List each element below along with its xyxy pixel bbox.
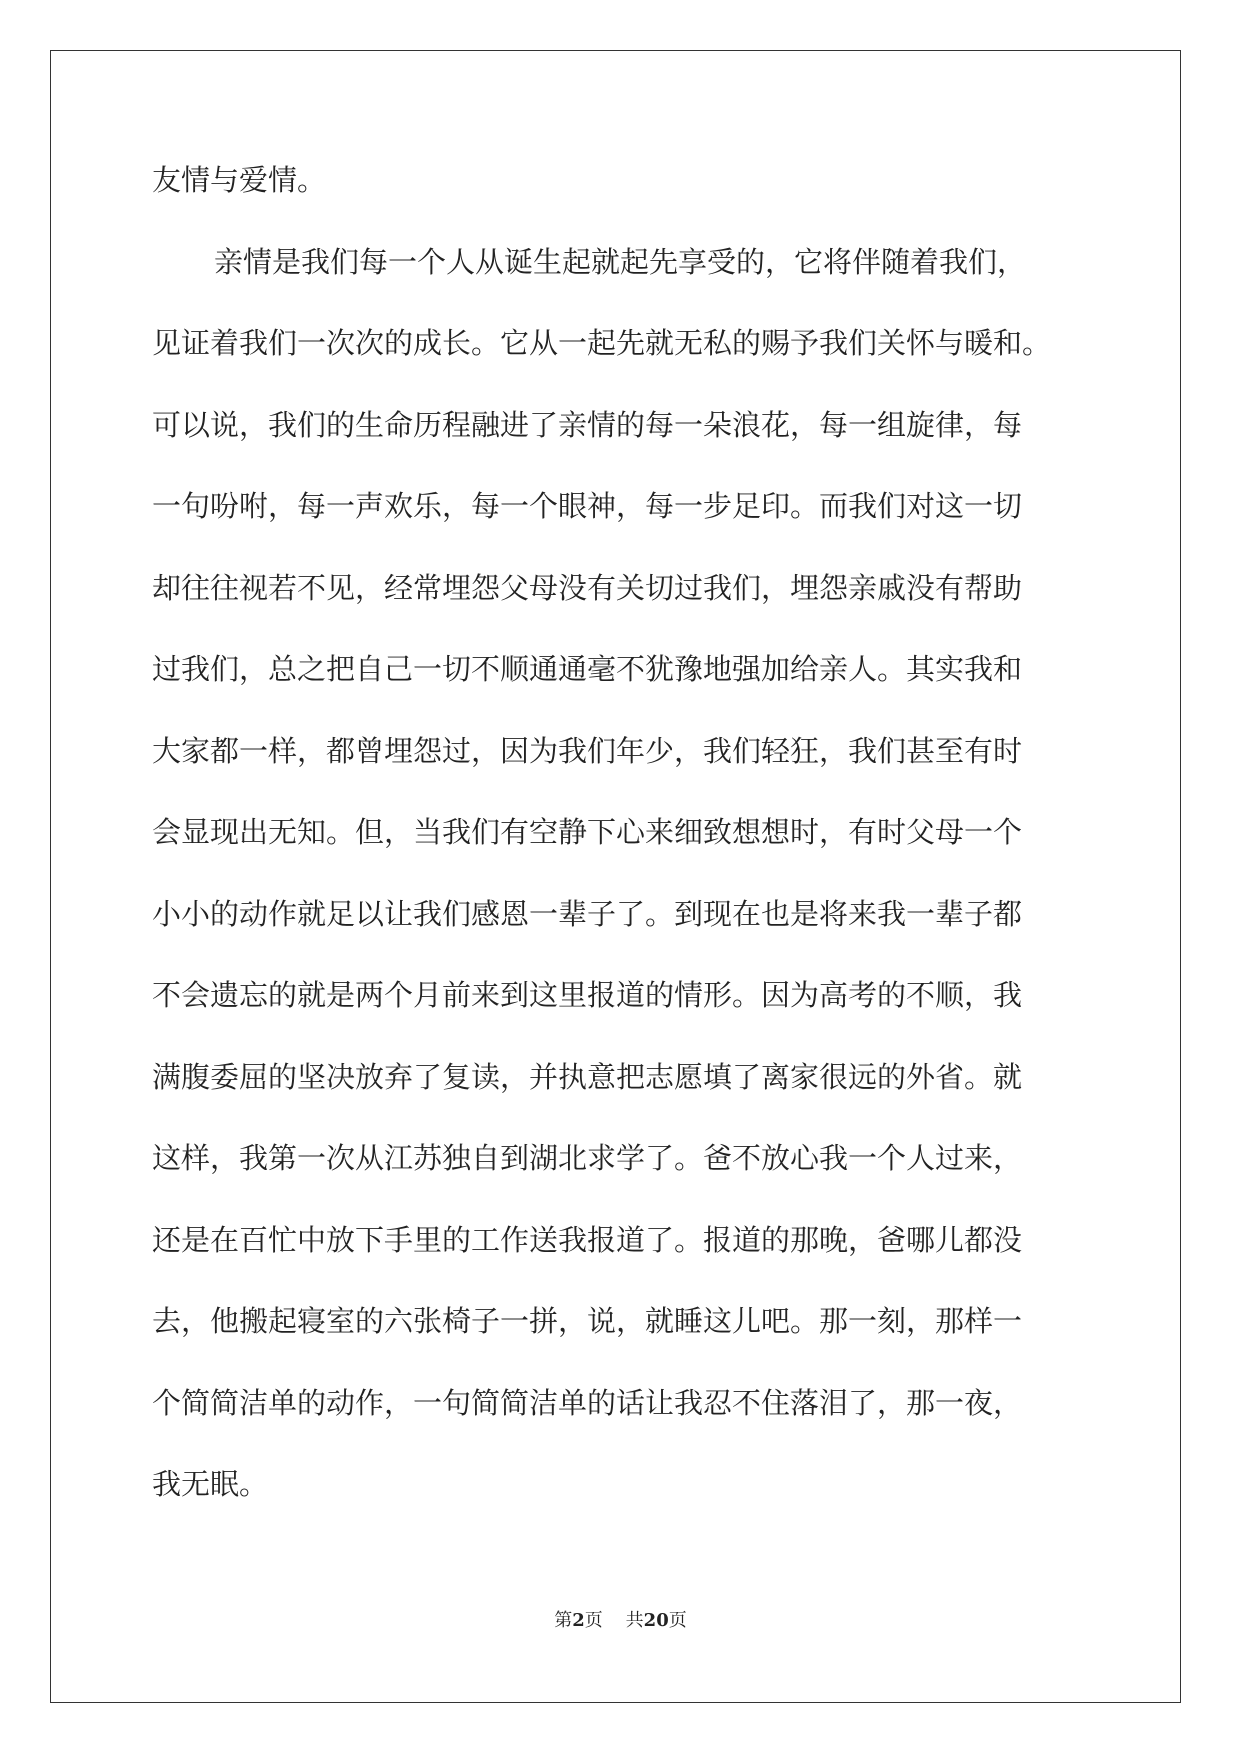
footer-total-prefix: 共 [625, 1610, 644, 1631]
text-line: 不会遗忘的就是两个月前来到这里报道的情形。因为高考的不顺，我 [152, 978, 1023, 1012]
text-line: 见证着我们一次次的成长。它从一起先就无私的赐予我们关怀与暖和。 [152, 326, 1052, 360]
text-line: 会显现出无知。但，当我们有空静下心来细致想想时，有时父母一个 [152, 815, 1023, 849]
footer-prefix: 第 [554, 1610, 573, 1631]
text-line: 我无眠。 [152, 1467, 269, 1501]
total-pages-number: 20 [643, 1610, 669, 1631]
text-line: 一句吩咐，每一声欢乐，每一个眼神，每一步足印。而我们对这一切 [152, 489, 1023, 523]
text-line: 还是在百忙中放下手里的工作送我报道了。报道的那晚，爸哪儿都没 [152, 1222, 1023, 1257]
text-line: 小小的动作就足以让我们感恩一辈子了。到现在也是将来我一辈子都 [152, 896, 1023, 931]
text-line: 过我们，总之把自己一切不顺通通毫不犹豫地强加给亲人。其实我和 [152, 652, 1023, 686]
text-line: 去，他搬起寝室的六张椅子一拼，说，就睡这儿吧。那一刻，那样一 [152, 1304, 1023, 1338]
text-line: 大家都一样，都曾埋怨过，因为我们年少，我们轻狂，我们甚至有时 [152, 733, 1023, 768]
footer-page-word: 页 [584, 1610, 603, 1631]
text-line: 满腹委屈的坚决放弃了复读，并执意把志愿填了离家很远的外省。就 [152, 1059, 1023, 1094]
document-body [152, 160, 1092, 1546]
text-line: 亲情是我们每一个人从诞生起就起先享受的，它将伴随着我们， [214, 244, 1027, 279]
text-line: 友情与爱情。 [152, 163, 327, 197]
text-line: 这样，我第一次从江苏独自到湖北求学了。爸不放心我一个人过来， [152, 1141, 1023, 1175]
footer-total-suffix: 页 [668, 1610, 687, 1631]
page-footer [0, 1606, 1241, 1632]
text-line: 个简简洁单的动作，一句简简洁单的话让我忍不住落泪了，那一夜， [152, 1385, 1023, 1420]
text-line: 可以说，我们的生命历程融进了亲情的每一朵浪花，每一组旋律，每 [152, 407, 1023, 442]
current-page-number: 2 [572, 1610, 585, 1631]
text-line: 却往往视若不见，经常埋怨父母没有关切过我们，埋怨亲戚没有帮助 [152, 570, 1023, 605]
